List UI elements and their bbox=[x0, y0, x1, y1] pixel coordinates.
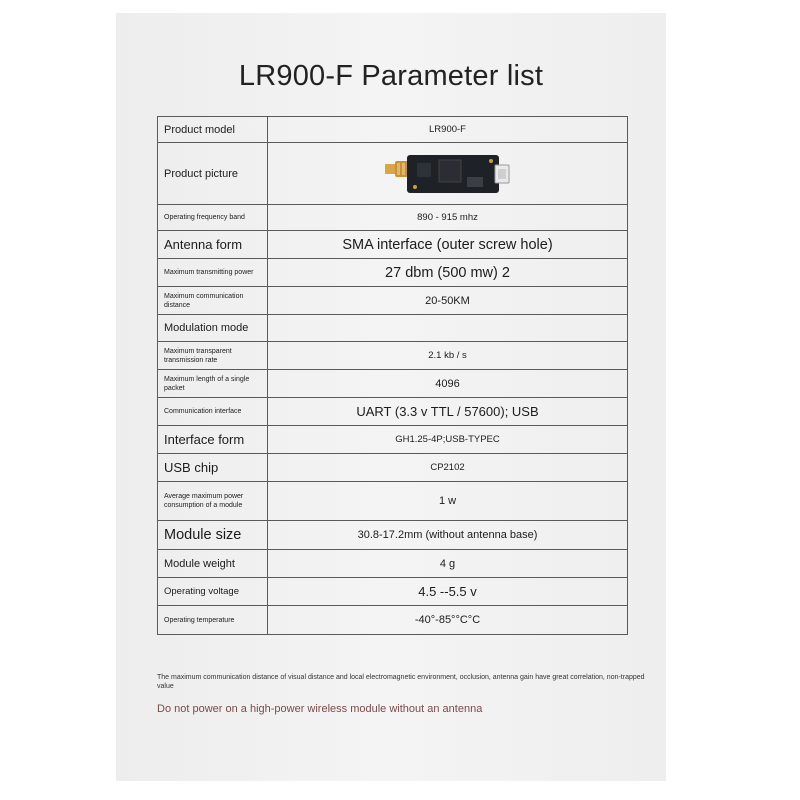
row-label: Maximum transmitting power bbox=[158, 259, 268, 287]
row-value: SMA interface (outer screw hole) bbox=[268, 231, 628, 259]
table-row bbox=[158, 342, 628, 370]
row-value: 890 - 915 mhz bbox=[268, 205, 628, 231]
table-row bbox=[158, 398, 628, 426]
table-row bbox=[158, 370, 628, 398]
page-title: LR900-F Parameter list bbox=[238, 60, 544, 92]
row-label: Module weight bbox=[158, 550, 268, 578]
footnote: The maximum communication distance of visual distance and local electromagnetic environment, occlusion, antenna gain have great correlation, non-trapped value bbox=[157, 674, 645, 690]
table-row bbox=[158, 315, 628, 342]
row-value: LR900-F bbox=[268, 117, 628, 143]
table-row bbox=[158, 117, 628, 143]
table-row bbox=[158, 205, 628, 231]
warning-text: Do not power on a high-power wireless module without an antenna bbox=[157, 703, 483, 715]
table-row bbox=[158, 606, 628, 635]
row-label: USB chip bbox=[158, 454, 268, 482]
row-value: 4.5 --5.5 v bbox=[268, 578, 628, 606]
table-row bbox=[158, 231, 628, 259]
row-label: Product model bbox=[158, 117, 268, 143]
table-row bbox=[158, 426, 628, 454]
row-value bbox=[268, 315, 628, 342]
product-picture-cell bbox=[268, 143, 628, 205]
row-value: 2.1 kb / s bbox=[268, 342, 628, 370]
table-row bbox=[158, 578, 628, 606]
row-label: Maximum transparent transmission rate bbox=[158, 342, 268, 370]
table-row bbox=[158, 287, 628, 315]
parameter-table bbox=[157, 116, 628, 635]
row-value: 30.8-17.2mm (without antenna base) bbox=[268, 521, 628, 550]
row-label: Operating voltage bbox=[158, 578, 268, 606]
parameter-sheet bbox=[116, 13, 666, 781]
row-label: Operating temperature bbox=[158, 606, 268, 635]
table-row bbox=[158, 482, 628, 521]
row-label: Product picture bbox=[158, 143, 268, 205]
table-row bbox=[158, 143, 628, 205]
row-value: CP2102 bbox=[268, 454, 628, 482]
row-label: Module size bbox=[158, 521, 268, 550]
table-row bbox=[158, 550, 628, 578]
row-label: Maximum length of a single packet bbox=[158, 370, 268, 398]
row-value: GH1.25-4P;USB-TYPEC bbox=[268, 426, 628, 454]
row-label: Interface form bbox=[158, 426, 268, 454]
row-value: 4096 bbox=[268, 370, 628, 398]
row-value: 20-50KM bbox=[268, 287, 628, 315]
product-picture bbox=[383, 151, 513, 197]
row-value: 27 dbm (500 mw) 2 bbox=[268, 259, 628, 287]
row-label: Average maximum power consumption of a module bbox=[158, 482, 268, 521]
row-value: -40°-85°°C°C bbox=[268, 606, 628, 635]
row-label: Maximum communication distance bbox=[158, 287, 268, 315]
row-label: Modulation mode bbox=[158, 315, 268, 342]
table-row bbox=[158, 259, 628, 287]
row-label: Communication interface bbox=[158, 398, 268, 426]
table-row bbox=[158, 521, 628, 550]
table-row bbox=[158, 454, 628, 482]
row-value: UART (3.3 v TTL / 57600); USB bbox=[268, 398, 628, 426]
row-value: 1 w bbox=[268, 482, 628, 521]
row-label: Antenna form bbox=[158, 231, 268, 259]
row-value: 4 g bbox=[268, 550, 628, 578]
row-label: Operating frequency band bbox=[158, 205, 268, 231]
